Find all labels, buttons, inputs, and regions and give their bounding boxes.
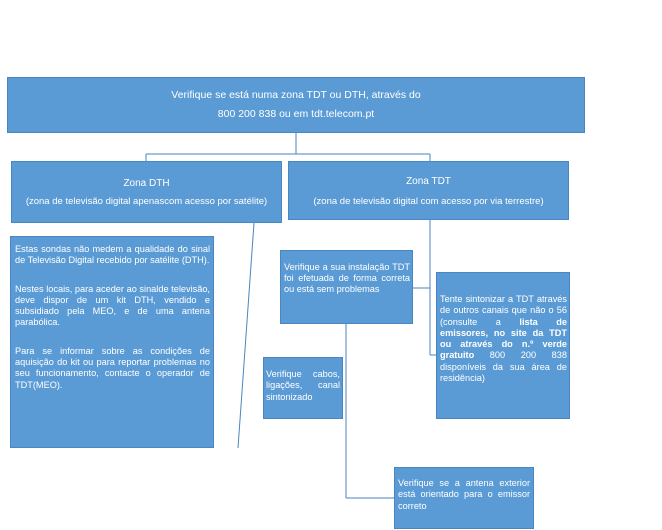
dth-info-paragraph-2: Nestes locais, para aceder ao sinalde televisão, deve dispor de um kit DTH, vendido e subsidiado pela MEO, e de uma antena parabólica. <box>15 283 210 328</box>
tdt-tune-box <box>436 272 570 419</box>
dth-zone-title: Zona DTH <box>123 178 170 189</box>
tdt-zone-title: Zona TDT <box>406 175 451 187</box>
tdt-tune-text-1: Tente sintonizar a TDT através de outros canais que não o 56 (consulte a <box>440 294 567 327</box>
tdt-cables-box <box>263 357 343 419</box>
root-line-1: Verifique se está numa zona TDT ou DTH, através do <box>171 89 421 101</box>
dth-zone-box <box>11 161 282 223</box>
root-box <box>7 77 585 133</box>
tdt-zone-box <box>288 161 569 220</box>
connector-dth-info <box>238 223 254 448</box>
dth-info-paragraph-1: Estas sondas não medem a qualidade do sinal de Televisão Digital recebido por satélite (DTH). <box>15 244 210 266</box>
tdt-zone-subtitle: (zona de televisão digital com acesso por via terrestre) <box>313 195 544 207</box>
tdt-install-box <box>280 250 413 324</box>
tdt-install-text: Verifique a sua instalação TDT foi efetuada de forma correta ou está sem problemas <box>284 262 410 295</box>
tdt-antenna-text: Verifique se a antena exterior está orientado para o emissor correto <box>398 478 530 511</box>
dth-zone-subtitle: (zona de televisão digital apenascom acesso por satélite) <box>25 196 268 207</box>
tdt-cables-text: Verifique cabos, ligações, canal sintonizado <box>266 369 340 402</box>
tdt-tune-text-2: 800 200 838 disponíveis da sua área de residência) <box>440 350 567 384</box>
root-line-2: 800 200 838 ou em tdt.telecom.pt <box>217 108 375 120</box>
dth-info-box <box>10 236 214 448</box>
tdt-tune-text-bold: lista de emissores, no site da TDT ou através do n.º verde gratuito <box>440 316 567 361</box>
tdt-antenna-box <box>394 467 534 529</box>
dth-info-paragraph-3: Para se informar sobre as condições de aquisição do kit ou para reportar problemas no seu funcionamento, contacte o operador de TDT(MEO). <box>15 345 210 390</box>
